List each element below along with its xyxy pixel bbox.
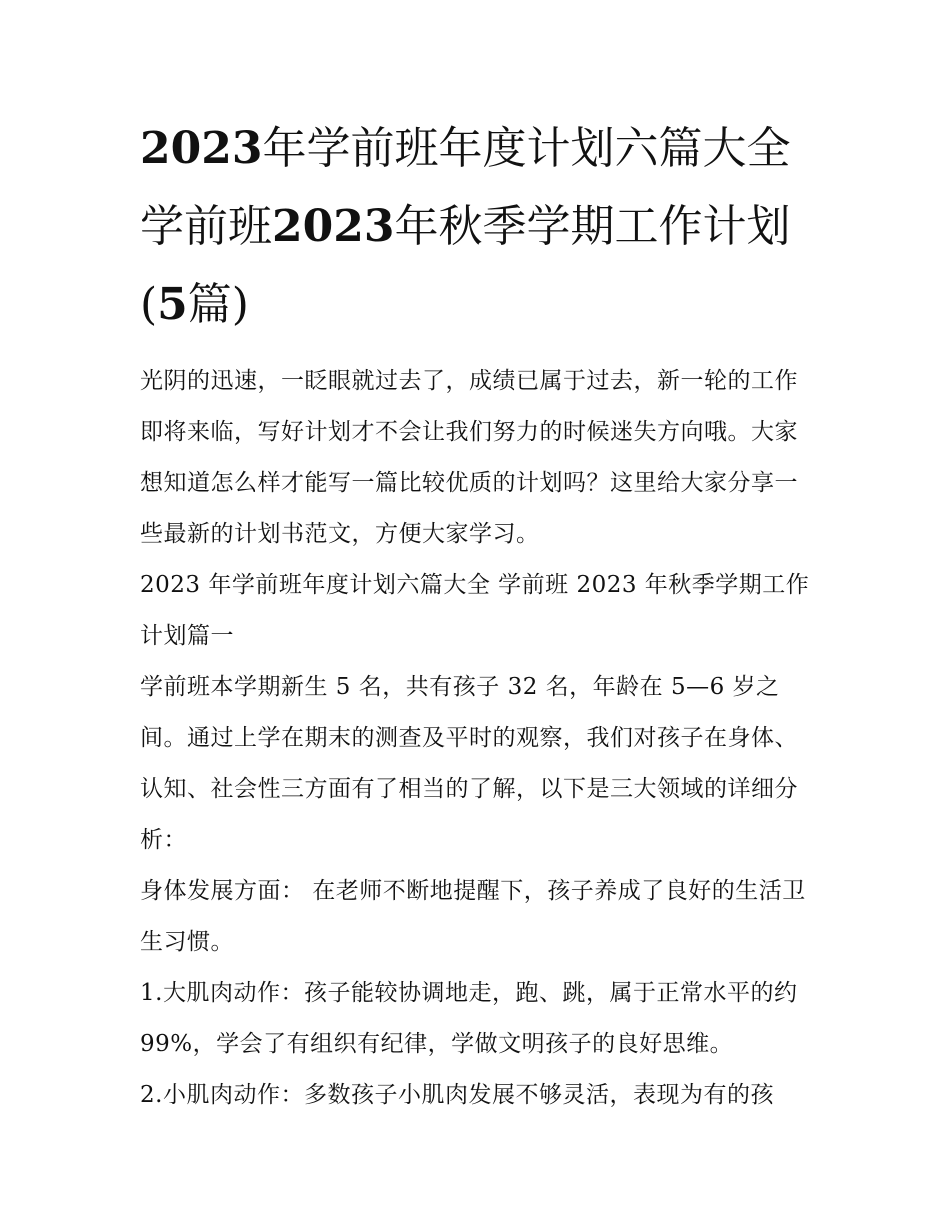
physical-development-paragraph: 身体发展方面： 在老师不断地提醒下，孩子养成了良好的生活卫生习惯。: [140, 878, 806, 955]
document-page: [140, 110, 812, 1121]
title-year-2: 2023: [272, 201, 395, 252]
section-heading: 2023 年学前班年度计划六篇大全 学前班 2023 年秋季学期工作计划篇一: [140, 572, 810, 649]
gross-motor-paragraph: 1.大肌肉动作：孩子能较协调地走，跑、跳，属于正常水平的约 99%，学会了有组织有纪律，学做文明孩子的良好思维。: [140, 980, 798, 1057]
title-text-2: 年秋季学期工作计划(: [140, 201, 791, 330]
title-count: 5: [157, 279, 188, 330]
title-year-1: 2023: [140, 123, 263, 174]
class-overview-paragraph: 学前班本学期新生 5 名，共有孩子 32 名，年龄在 5—6 岁之间。通过上学在期末的测查及平时的观察，我们对孩子在身体、认知、社会性三方面有了相当的了解，以下是三大领域的详细分析：: [140, 674, 798, 853]
title-text-3: 篇): [187, 279, 249, 330]
document-title: [140, 110, 812, 344]
fine-motor-paragraph: 2.小肌肉动作：多数孩子小肌肉发展不够灵活，表现为有的孩: [140, 1082, 774, 1108]
intro-paragraph: 光阴的迅速，一眨眼就过去了，成绩已属于过去，新一轮的工作即将来临，写好计划才不会让我们努力的时候迷失方向哦。大家想知道怎么样才能写一篇比较优质的计划吗？这里给大家分享一些最新的计划书范文，方便大家学习。: [140, 368, 798, 547]
title-text-1: 年学前班年度计划六篇大全 学前班: [140, 123, 791, 252]
